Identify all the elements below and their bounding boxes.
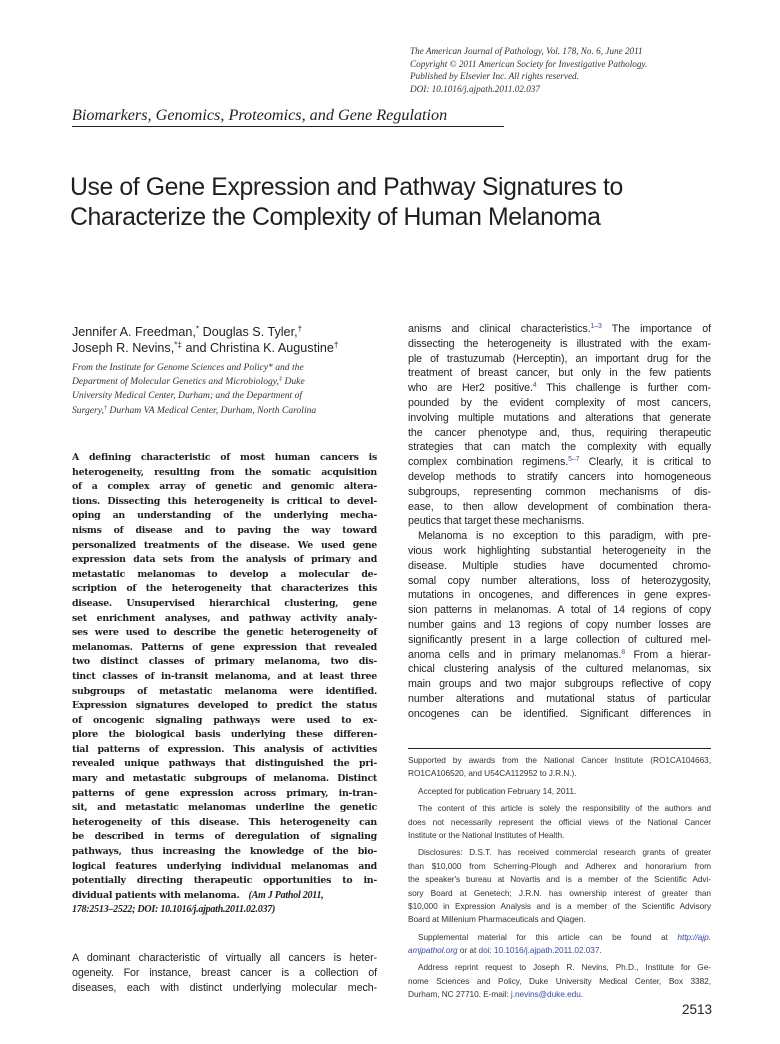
body-line: involving multiple mutations and alterations that generate — [408, 411, 711, 424]
doi-link[interactable]: doi: 10.1016/j.ajpath.2011.02.037 — [478, 945, 600, 956]
abstract-citation: 178:2513–2522; DOI: 10.1016/j.ajpath.2011.02.037) — [72, 904, 276, 916]
author-mark: † — [297, 324, 303, 334]
abstract-line: personalized treatments of the disease. We used gene — [72, 539, 377, 551]
footnote-line: Disclosures: D.S.T. has received commercial research grants of greater — [418, 847, 711, 858]
author: Douglas S. Tyler, — [199, 325, 298, 339]
footnote-text: Supplemental material for this article can be found at — [418, 931, 678, 942]
abstract-line: subgroups of metastatic melanoma were identified. — [72, 685, 377, 697]
footnote-line: does not necessarily represent the official views of the National Cancer — [408, 816, 711, 827]
footnote-line: The content of this article is solely the responsibility of the authors and — [418, 803, 711, 814]
abstract-line: logical features underlying individual melanomas and — [72, 860, 377, 872]
affiliation-mark: ‡ — [278, 375, 283, 383]
body-line: disease. Multiple studies have documented chromo- — [408, 559, 711, 572]
author: Jennifer A. Freedman, — [72, 325, 196, 339]
body-line: strategies that can match the complexity with equally — [408, 441, 711, 454]
affiliation-line: From the Institute for Genome Sciences and Policy* and the — [72, 362, 304, 373]
abstract-line: potentially directing therapeutic opportunities to in- — [72, 875, 377, 887]
body-text: From a hierar- — [625, 648, 711, 661]
abstract-line — [72, 889, 377, 904]
footnote-line — [408, 944, 711, 957]
body-line: number gains and 13 regions of copy number losses are — [408, 618, 711, 631]
body-line: develop methods to stratify cancers into homogeneous — [408, 470, 711, 483]
footnote-line — [408, 931, 711, 944]
body-line: oncogenes can be identified. Significant differences in — [408, 707, 711, 720]
body-text: anisms and clinical characteristics. — [408, 323, 591, 335]
body-line: number alterations and mutational status of particular — [408, 692, 711, 705]
abstract-line — [72, 903, 377, 918]
abstract-citation: (Am J Pathol 2011, — [248, 889, 324, 901]
body-text: The importance of — [601, 323, 711, 335]
affiliation-line — [72, 404, 372, 418]
body-line: sion patterns in melanomas. A total of 14 regions of copy — [408, 604, 711, 617]
footnote-line: than $10,000 from Scherring-Plough and Adherex and honorarium from — [408, 860, 711, 871]
abstract-line: plore the biological basis underlying these differen- — [72, 729, 377, 741]
body-line: main groups and two major subgroups reflective of copy — [408, 678, 711, 691]
section-heading: Biomarkers, Genomics, Proteomics, and Gene Regulation — [72, 106, 504, 127]
footnote-line: Supported by awards from the National Cancer Institute (RO1CA104663, — [408, 755, 711, 765]
body-text: anoma cells and in primary melanomas. — [408, 648, 622, 661]
body-right-column — [408, 322, 711, 722]
abstract-line: pathways, thus increasing the knowledge of the bio- — [72, 846, 377, 858]
footnote-text: or at — [457, 945, 479, 956]
affiliation-text: Duke — [282, 376, 305, 388]
body-left-column — [72, 951, 377, 995]
copyright: Copyright © 2011 American Society for Investigative Pathology. — [410, 58, 648, 69]
abstract-line: two distinct classes of primary melanoma, two dis- — [72, 656, 377, 668]
body-line: ogeneity. For instance, breast cancer is a collection of — [72, 966, 377, 979]
doi: DOI: 10.1016/j.ajpath.2011.02.037 — [410, 83, 540, 94]
abstract-line: Expression signatures developed to predict the status — [72, 700, 377, 712]
supplemental-url-link-cont[interactable]: amjpathol.org — [408, 945, 458, 956]
abstract-line: nisms of disease and to paving the way toward — [72, 524, 377, 536]
body-line: peutics that target these mechanisms. — [408, 515, 585, 528]
abstract-text: dividual patients with melanoma. — [72, 889, 240, 901]
body-line: chical clustering analysis of the cultured melanomas, six — [408, 663, 711, 676]
affiliation-text: Durham VA Medical Center, Durham, North Carolina — [107, 404, 317, 416]
footnote-line: Address reprint request to Joseph R. Nevins, Ph.D., Institute for Ge- — [418, 962, 711, 973]
footnote-line: sory Board at Genetech; J.R.N. has ownership interest of greater than — [408, 887, 711, 898]
abstract-line: patterns of gene expression across primary, in-tran- — [72, 787, 377, 799]
abstract-line: A defining characteristic of most human cancers is — [72, 452, 377, 463]
abstract-line: set enrichment analyses, and pathway activity analy- — [72, 612, 377, 624]
body-line: subgroups, representing common mechanisms of dis- — [408, 485, 711, 498]
body-line — [408, 381, 711, 396]
affiliation-mark: † — [103, 404, 108, 412]
body-text: complex combination regimens. — [408, 456, 569, 469]
journal-citation: The American Journal of Pathology, Vol. 178, No. 6, June 2011 — [410, 46, 643, 56]
publisher: Published by Elsevier Inc. All rights reserved. — [410, 71, 579, 82]
author: Joseph R. Nevins, — [72, 341, 175, 355]
page-number: 2513 — [681, 1002, 712, 1017]
body-line: somal copy number alterations, loss of heterozygosity, — [408, 574, 711, 587]
abstract-line: expression data sets from the analysis of primary and — [72, 554, 377, 566]
footnote-accepted — [408, 785, 711, 798]
body-text: Clearly, it is critical to — [579, 456, 712, 469]
body-text: This challenge is further com- — [536, 382, 712, 395]
body-line: significantly present in a large collection of cultured mel- — [408, 633, 711, 646]
affiliation-text: Surgery, — [72, 404, 104, 416]
abstract-line: metastatic melanomas to develop a molecular de- — [72, 568, 377, 580]
author-mark: * — [195, 324, 200, 334]
abstract-line: tial patterns of expression. This analysis of activities — [72, 743, 377, 755]
body-line: mutations in oncogenes, and differences in gene expres- — [408, 589, 711, 602]
abstract-line: of oncogenic signaling pathways were used to ex- — [72, 714, 377, 726]
affiliation-line — [72, 375, 372, 389]
abstract-line: heterogeneity, resulting from the somatic acquisition — [72, 466, 377, 478]
reference-link[interactable]: 4 — [532, 382, 537, 390]
abstract-line: oping an understanding of the underlying mecha- — [72, 510, 377, 522]
abstract-line: be described in terms of deregulation of signaling — [72, 831, 377, 843]
footnote-line: RO1CA106520, and U54CA112952 to J.R.N.). — [408, 768, 577, 779]
footnote-support — [408, 754, 711, 781]
body-line: vious work highlighting substantial heterogeneity in the — [408, 544, 711, 557]
abstract-line: tions. Dissecting this heterogeneity is critical to devel- — [72, 495, 377, 507]
abstract-line: revealed unique pathways that distinguished the pri- — [72, 758, 377, 770]
body-line: ple of trastuzumab (Herceptin), an important drug for the — [408, 352, 711, 365]
author: and Christina K. Augustine — [181, 341, 334, 355]
authors — [72, 324, 392, 356]
author-mark: *‡ — [174, 340, 182, 350]
footnote-supplemental — [408, 931, 711, 958]
footnote-divider — [408, 748, 711, 749]
journal-info — [410, 45, 720, 95]
abstract-line: disease. Unsupervised hierarchical clustering, gene — [72, 597, 377, 609]
article-title — [70, 173, 750, 233]
abstract-line: scription of the heterogeneity that characterizes this — [72, 583, 377, 595]
body-line — [408, 322, 711, 337]
footnote-text: Durham, NC 27710. E-mail: — [408, 989, 511, 1000]
email-link[interactable]: j.nevins@duke.edu — [510, 989, 581, 1000]
footnotes — [408, 754, 711, 1006]
body-line: treatment of breast cancer, but only in the few patients — [408, 367, 711, 380]
abstract-line: tinct classes of in-transit melanoma, and at least three — [72, 670, 377, 682]
reference-link[interactable]: 5–7 — [568, 456, 580, 464]
footnote-content — [408, 802, 711, 842]
title-line: Characterize the Complexity of Human Melanoma — [70, 204, 601, 231]
footnote-line: Accepted for publication February 14, 2011. — [418, 785, 577, 796]
footnote-address — [408, 961, 711, 1001]
affiliation-text: Department of Molecular Genetics and Microbiology, — [72, 376, 279, 388]
body-line — [408, 455, 711, 470]
body-line: ease, to then allow development of combination thera- — [408, 500, 711, 513]
body-line: pounded by the evident complexity of most cancers, — [408, 396, 711, 409]
abstract-line: ses were used to describe the genetic heterogeneity of — [72, 627, 377, 639]
abstract-line: melanomas. Patterns of gene expression that revealed — [72, 641, 377, 653]
title-line: Use of Gene Expression and Pathway Signatures to — [70, 174, 623, 201]
abstract — [72, 451, 377, 918]
footnote-line — [408, 988, 711, 1001]
body-line: Melanoma is no exception to this paradigm, with pre- — [418, 530, 711, 543]
footnote-text: . — [580, 989, 584, 1000]
affiliation — [72, 361, 372, 418]
abstract-line: of a complex array of genetic and genomic altera- — [72, 481, 377, 493]
footnote-line: Board at Millenium Pharmaceuticals and Qiagen. — [408, 914, 586, 925]
footnote-line: Institute or the National Institutes of Health. — [408, 829, 565, 840]
footnote-line: nome Sciences and Policy, Duke University Medical Center, Box 3382, — [408, 975, 711, 986]
footnote-line: the speaker's bureau at Novartis and is a member of the Scientific Advi- — [408, 874, 711, 885]
abstract-line: mary and metastatic subgroups of melanoma. Distinct — [72, 773, 377, 785]
body-line: the cancer phenotype and, thus, requiring therapeutic — [408, 426, 711, 439]
body-line: diseases, each with distinct underlying molecular mech- — [72, 981, 377, 994]
abstract-line: sit, and metastatic melanomas underline the genetic — [72, 802, 377, 814]
abstract-line: heterogeneity of this disease. This heterogeneity can — [72, 816, 377, 828]
body-text: who are Her2 positive. — [408, 382, 533, 395]
author-mark: † — [333, 340, 339, 350]
body-line: dissecting the heterogeneity is illustrated with the exam- — [408, 337, 711, 350]
footnote-line: $10,000 in Expression Analysis and is a member of the Scientific Advisory — [408, 900, 711, 911]
footnote-text: . — [599, 945, 602, 956]
body-line — [408, 648, 711, 663]
body-line: A dominant characteristic of virtually all cancers is heter- — [72, 952, 377, 964]
footnote-disclosures — [408, 846, 711, 926]
reference-link[interactable]: 8 — [621, 648, 625, 656]
supplemental-url-link[interactable]: http://ajp. — [677, 931, 711, 942]
reference-link[interactable]: 1–3 — [590, 323, 602, 331]
affiliation-line: University Medical Center, Durham; and the Department of — [72, 390, 303, 402]
abstract-lines — [72, 451, 377, 889]
